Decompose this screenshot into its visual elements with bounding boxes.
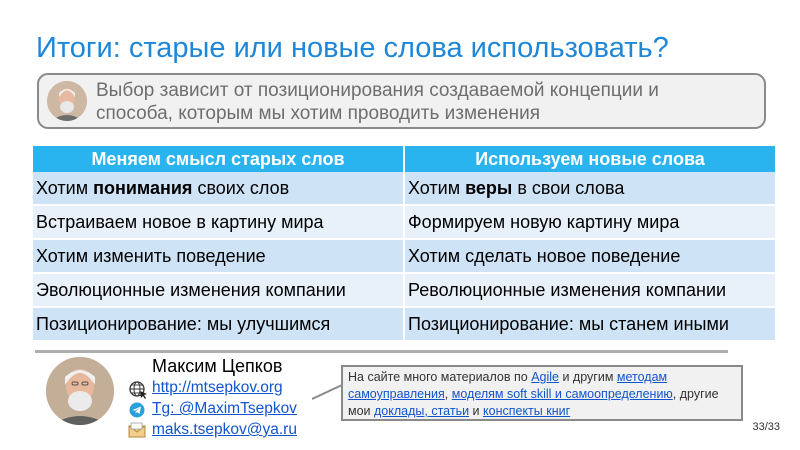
table-row [33,172,775,205]
table-cell: Хотим изменить поведение [33,239,404,273]
table-cell: Встраиваем новое в картину мира [33,205,404,239]
table-cell: Формируем новую картину мира [404,205,775,239]
mail-icon [128,421,148,441]
globe-icon [128,379,148,399]
website-link[interactable]: http://mtsepkov.org [152,379,283,396]
footer-divider [35,350,728,353]
table-cell: Эволюционные изменения компании [33,273,404,307]
table-cell: Позиционирование: мы станем иными [404,307,775,341]
slide-title: Итоги: старые или новые слова использовать? [36,32,669,64]
callout-connector [312,383,342,401]
author-photo [46,357,114,425]
table-cell: Революционные изменения компании [404,273,775,307]
header-new-words: Используем новые слова [404,146,775,172]
table-cell: Позиционирование: мы улучшимся [33,307,404,341]
table-row [33,205,775,239]
table-header-row [33,146,775,172]
table-row [33,307,775,341]
author-avatar-small [47,81,87,121]
agile-link[interactable]: Agile [531,370,559,384]
callout-text: Выбор зависит от позиционирования создаваемой концепции и способа, которым мы хотим проводить изменения [96,80,659,124]
comparison-table [33,146,775,342]
telegram-link[interactable]: Tg: @MaximTsepkov [152,400,297,417]
materials-note: На сайте много материалов по Agile и другим методам самоуправления, моделям soft skill и самоопределению, другие мои доклады, статьи и конспекты книг [341,365,743,421]
author-name: Максим Цепков [152,356,283,376]
talks-articles-link[interactable]: доклады, статьи [374,404,470,418]
email-link[interactable]: maks.tsepkov@ya.ru [152,421,297,438]
telegram-icon [128,400,148,420]
self-management-link[interactable]: методам самоуправления [348,370,668,401]
table-row [33,273,775,307]
table-row [33,239,775,273]
book-summaries-link[interactable]: конспекты книг [483,404,571,418]
table-cell: Хотим понимания своих слов [33,172,404,205]
soft-skills-link[interactable]: моделям soft skill и самоопределению [451,387,673,401]
table-cell: Хотим веры в свои слова [404,172,775,205]
page-number: 33/33 [752,421,780,433]
table-cell: Хотим сделать новое поведение [404,239,775,273]
header-old-words: Меняем смысл старых слов [33,146,404,172]
callout-box [37,73,766,129]
